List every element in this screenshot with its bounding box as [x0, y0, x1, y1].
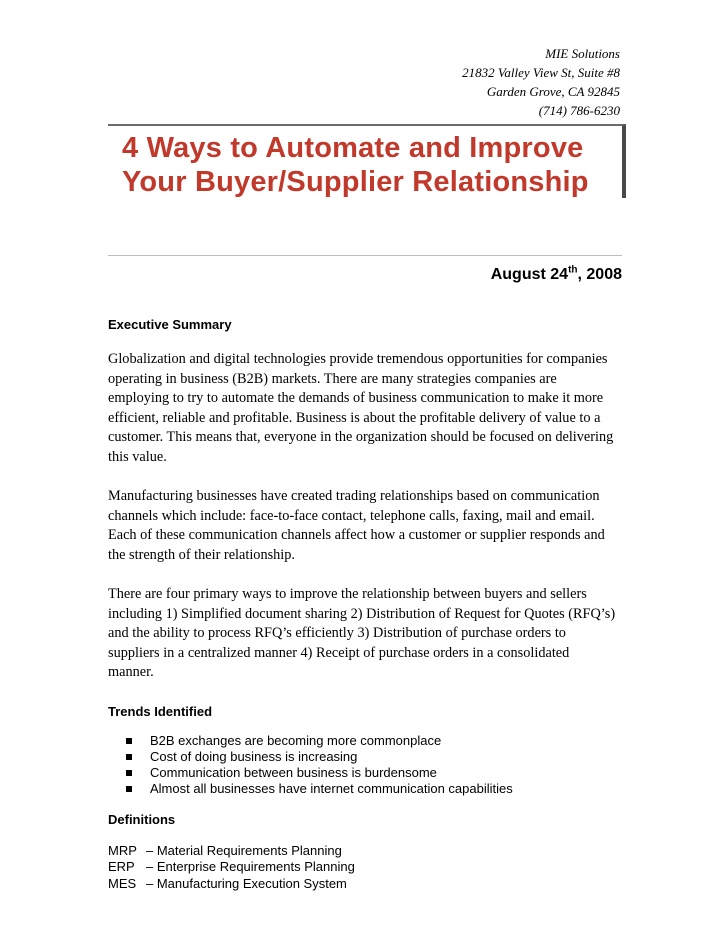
paragraph-line: There are four primary ways to improve the relationship between buyers and sellers — [108, 586, 587, 602]
paragraph-line: employing to try to automate the demands of business communication to make it more — [108, 390, 604, 406]
paragraph-line: Each of these communication channels affect how a customer or supplier responds and — [108, 527, 605, 543]
paragraph-line: suppliers in a centralized manner 4) Receipt of purchase orders in a consolidated — [108, 644, 570, 661]
list-item-text: Communication between business is burdensome — [150, 764, 437, 780]
company-city: Garden Grove, CA 92845 — [486, 84, 620, 99]
paragraph-line: including 1) Simplified document sharing 2) Distribution of Request for Quotes (RFQ’s) — [108, 605, 616, 622]
square-bullet-icon — [126, 770, 132, 776]
definition-text: – Enterprise Requirements Planning — [146, 859, 355, 874]
definition-row — [108, 859, 628, 876]
definitions-heading: Definitions — [108, 811, 176, 827]
company-address-block — [462, 44, 620, 120]
square-bullet-icon — [126, 754, 132, 760]
document-title-line-2: Your Buyer/Supplier Relationship — [122, 166, 589, 198]
executive-summary-heading: Executive Summary — [108, 317, 232, 332]
definition-row — [108, 843, 628, 860]
paragraph-line: customer. This means that, everyone in the organization should be focused on delivering — [108, 429, 614, 445]
list-item — [126, 733, 628, 749]
trends-list — [108, 733, 628, 797]
paragraph-line: Globalization and digital technologies provide tremendous opportunities for companies — [108, 351, 608, 367]
paragraph-line: the strength of their relationship. — [108, 546, 296, 563]
paragraph-line: channels which include: face-to-face contact, telephone calls, faxing, mail and email. — [108, 507, 595, 524]
trends-heading: Trends Identified — [108, 703, 213, 719]
document-body — [108, 316, 628, 892]
list-item-text: Almost all businesses have internet communication capabilities — [150, 780, 513, 796]
definition-abbr: MES — [108, 875, 137, 891]
definition-abbr: MRP — [108, 842, 137, 858]
list-item — [126, 781, 628, 797]
square-bullet-icon — [126, 786, 132, 792]
list-item-text: Cost of doing business is increasing — [150, 748, 358, 764]
date-ordinal: th — [568, 264, 578, 276]
date-year: , 2008 — [577, 266, 622, 283]
company-street: 21832 Valley View St, Suite #8 — [462, 65, 620, 80]
title-divider — [108, 255, 622, 256]
definition-text: – Manufacturing Execution System — [146, 875, 347, 891]
definitions-list — [108, 843, 628, 893]
list-item — [126, 749, 628, 765]
paragraph-line: efficient, reliable and profitable. Business is about the profitable delivery of value to a — [108, 409, 601, 426]
definition-abbr: ERP — [108, 859, 135, 874]
square-bullet-icon — [126, 738, 132, 744]
paragraph-line: this value. — [108, 448, 167, 465]
paragraph-line: manner. — [108, 664, 154, 680]
list-item — [126, 765, 628, 781]
company-name: MIE Solutions — [545, 46, 620, 61]
summary-paragraph-1 — [108, 350, 628, 467]
definition-text: – Material Requirements Planning — [146, 842, 342, 858]
summary-paragraph-2 — [108, 487, 628, 565]
summary-paragraph-3 — [108, 585, 628, 683]
list-item-text: B2B exchanges are becoming more commonplace — [150, 732, 442, 748]
paragraph-line: operating in business (B2B) markets. There are many strategies companies are — [108, 370, 557, 387]
definition-row — [108, 876, 628, 893]
paragraph-line: and the ability to process RFQ’s efficiently 3) Distribution of purchase orders to — [108, 625, 566, 641]
date-day: August 24 — [490, 266, 569, 283]
company-phone: (714) 786-6230 — [538, 103, 620, 118]
document-title-line-1: 4 Ways to Automate and Improve — [122, 132, 584, 164]
document-date — [491, 266, 622, 284]
paragraph-line: Manufacturing businesses have created trading relationships based on communication — [108, 488, 600, 504]
